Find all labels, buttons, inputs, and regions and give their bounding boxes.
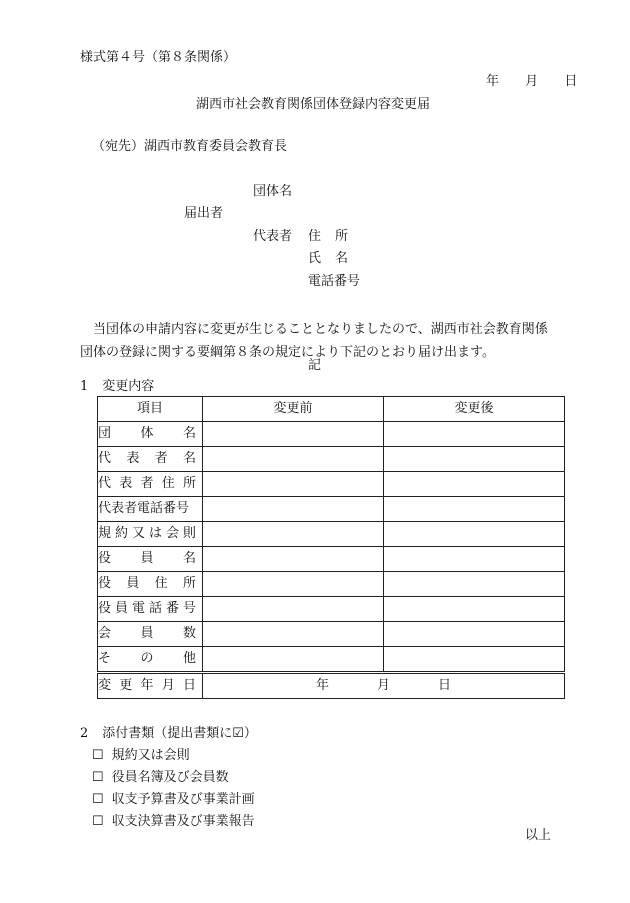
notice-body: 当団体の申請内容に変更が生じることとなりましたので、湖西市社会教育関係団体の登録に関する要綱第８条の規定により下記のとおり届け出ます。: [80, 322, 548, 360]
attachment-label: 収支予算書及び事業計画: [111, 792, 255, 807]
checkbox-icon[interactable]: ☐: [92, 748, 104, 763]
section-2-heading: [80, 726, 257, 742]
section-1-heading: [80, 379, 154, 395]
before-value-cell[interactable]: [203, 572, 384, 597]
before-value-cell[interactable]: [203, 472, 384, 497]
row-item-label: 代 表 者 名: [98, 447, 203, 472]
change-date-value: [203, 673, 565, 699]
applicant-label: 届出者: [184, 206, 224, 221]
submission-date: [486, 74, 577, 90]
checkbox-icon[interactable]: ☐: [92, 792, 104, 807]
table-header-row: [98, 397, 565, 422]
checkbox-icon[interactable]: ☐: [92, 814, 104, 829]
table-row: [98, 447, 565, 472]
row-item-label: 団 体 名: [98, 422, 203, 447]
attachment-item[interactable]: [92, 792, 255, 808]
row-item-label: 役 員 名: [98, 547, 203, 572]
checkbox-icon[interactable]: ☐: [92, 770, 104, 785]
after-value-cell[interactable]: [384, 472, 565, 497]
change-date-label: [98, 673, 203, 699]
closing-text: 以上: [525, 828, 552, 843]
before-value-cell[interactable]: [203, 497, 384, 522]
date-year-label: 年: [486, 74, 500, 89]
row-item-label: 代 表 者 住 所: [98, 472, 203, 497]
after-value-cell[interactable]: [384, 422, 565, 447]
ki-heading: 記: [308, 358, 322, 373]
attachment-label: 収支決算書及び事業報告: [111, 814, 255, 829]
change-date-month: 月: [376, 678, 390, 693]
before-value-cell[interactable]: [203, 447, 384, 472]
addressee: （宛先）湖西市教育委員会教育長: [92, 139, 288, 154]
table-row: [98, 472, 565, 497]
row-item-label: 役 員 電 話 番 号: [98, 597, 203, 622]
table-row: [98, 547, 565, 572]
org-name-label: 団体名: [253, 184, 293, 199]
table-row: [98, 497, 565, 522]
after-value-cell[interactable]: [384, 547, 565, 572]
row-item-label: 会 員 数: [98, 622, 203, 647]
before-value-cell[interactable]: [203, 647, 384, 673]
row-item-label: 規 約 又 は 会 則: [98, 522, 203, 547]
change-rows: [98, 422, 565, 673]
form-number: 様式第４号（第８条関係）: [80, 50, 237, 65]
section-1-number: 1: [80, 379, 89, 394]
section-1-title: 変更内容: [102, 379, 155, 394]
before-value-cell[interactable]: [203, 597, 384, 622]
after-value-cell[interactable]: [384, 647, 565, 673]
date-day-label: 日: [564, 74, 578, 89]
representative-name-label: 氏名: [308, 251, 363, 266]
representative-address-label: 住所: [308, 229, 363, 244]
after-value-cell[interactable]: [384, 572, 565, 597]
table-row: [98, 647, 565, 673]
after-value-cell[interactable]: [384, 597, 565, 622]
header-item: 項目: [98, 397, 203, 422]
attachment-item[interactable]: [92, 814, 255, 830]
table-row: [98, 422, 565, 447]
attachment-item[interactable]: [92, 770, 229, 786]
attachment-label: 役員名簿及び会員数: [111, 770, 229, 785]
representative-phone-label: 電話番号: [308, 274, 361, 289]
table-row: [98, 597, 565, 622]
document-title: 湖西市社会教育関係団体登録内容変更届: [196, 97, 431, 112]
header-before: 変更前: [203, 397, 384, 422]
row-item-label: 役 員 住 所: [98, 572, 203, 597]
attachment-label: 規約又は会則: [111, 748, 190, 763]
table-row: [98, 572, 565, 597]
attachment-item[interactable]: [92, 748, 190, 764]
change-date-day: 日: [438, 678, 452, 693]
before-value-cell[interactable]: [203, 622, 384, 647]
table-row: [98, 622, 565, 647]
changes-table: [97, 396, 565, 699]
after-value-cell[interactable]: [384, 522, 565, 547]
before-value-cell[interactable]: [203, 522, 384, 547]
after-value-cell[interactable]: [384, 497, 565, 522]
row-item-label: そ の 他: [98, 647, 203, 673]
change-date-row: [98, 673, 565, 699]
table-row: [98, 522, 565, 547]
after-value-cell[interactable]: [384, 622, 565, 647]
change-date-label-text: 変 更 年 月 日: [98, 678, 196, 693]
section-2-title: 添付書類（提出書類に☑）: [102, 726, 257, 741]
before-value-cell[interactable]: [203, 547, 384, 572]
after-value-cell[interactable]: [384, 447, 565, 472]
before-value-cell[interactable]: [203, 422, 384, 447]
section-2-number: 2: [80, 726, 89, 741]
change-date-year: 年: [315, 678, 329, 693]
header-after: 変更後: [384, 397, 565, 422]
date-month-label: 月: [525, 74, 539, 89]
row-item-label: 代表者電話番号: [98, 497, 203, 522]
representative-label: 代表者: [253, 229, 293, 244]
